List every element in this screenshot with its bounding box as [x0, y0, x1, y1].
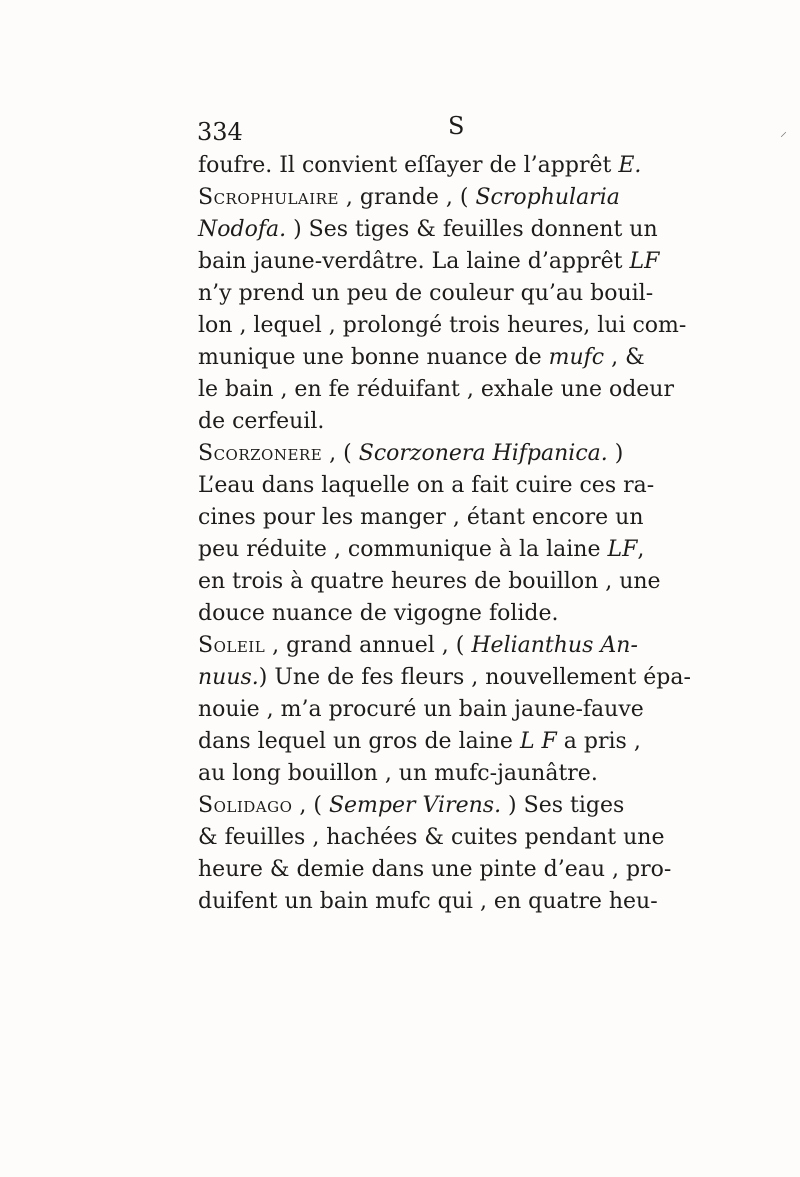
entry-headword: Scorzonere	[198, 441, 323, 466]
text-segment: en trois à quatre heures de bouillon , une	[198, 569, 661, 594]
text-line	[198, 374, 674, 406]
entry-headword: Soleil	[198, 633, 266, 658]
text-line	[198, 854, 672, 886]
text-segment: & feuilles , hachées & cuites pendant une	[198, 825, 665, 850]
text-segment: au long bouillon , un mufc-jaunâtre.	[198, 761, 598, 786]
text-segment: ,	[637, 537, 645, 562]
page-header	[197, 112, 657, 148]
text-segment: nouie , m’a procuré un bain jaune-fauve	[198, 697, 644, 722]
entry-headword: Solidago	[198, 793, 293, 818]
text-segment: ) Ses tiges	[501, 793, 625, 818]
text-segment: le bain , en fe réduifant , exhale une odeur	[198, 377, 674, 402]
italic-text: Nodofa.	[198, 217, 287, 242]
text-segment: bain jaune-verdâtre. La laine d’apprêt	[198, 249, 630, 274]
text-line	[198, 726, 658, 758]
italic-text: Scrophularia	[475, 185, 620, 210]
text-line	[198, 406, 658, 438]
text-line	[198, 246, 658, 278]
text-line	[198, 214, 658, 246]
text-segment: L’eau dans laquelle on a fait cuire ces ra-	[198, 473, 655, 498]
text-line	[198, 790, 658, 822]
text-segment: de cerfeuil.	[198, 409, 325, 434]
text-segment: , (	[292, 793, 329, 818]
text-line	[198, 278, 658, 310]
text-line	[198, 150, 658, 182]
italic-text: E.	[618, 153, 642, 178]
text-line	[198, 598, 658, 630]
text-line	[198, 310, 687, 342]
text-segment: lon , lequel , prolongé trois heures, lui com-	[198, 313, 687, 338]
italic-text: nuus.	[198, 665, 259, 690]
text-line	[198, 662, 691, 694]
text-segment: ) Une de fes fleurs , nouvellement épa-	[258, 665, 691, 690]
text-segment: , grand annuel , (	[265, 633, 472, 658]
text-line	[198, 566, 661, 598]
italic-text: LF	[607, 537, 638, 562]
entry-headword: Scrophulaire	[198, 185, 339, 210]
text-line	[198, 438, 658, 470]
italic-text: Helianthus An-	[471, 633, 638, 658]
text-line	[198, 502, 658, 534]
text-line	[198, 886, 658, 918]
text-line	[198, 470, 658, 502]
text-segment: a pris ,	[556, 729, 641, 754]
text-segment: duifent un bain mufc qui , en quatre heu-	[198, 889, 658, 914]
running-head: S	[448, 112, 465, 140]
italic-text: mufc	[548, 345, 605, 370]
page-number: 334	[197, 118, 243, 146]
margin-mark: ⸝	[780, 124, 787, 140]
text-segment: , grande , (	[338, 185, 476, 210]
text-segment: foufre. Il convient eſſayer de l’apprêt	[198, 153, 619, 178]
text-line	[198, 342, 658, 374]
text-line	[198, 182, 658, 214]
text-segment: , &	[604, 345, 645, 370]
text-block	[198, 150, 691, 918]
text-line	[198, 822, 665, 854]
italic-text: LF	[629, 249, 660, 274]
text-segment: n’y prend un peu de couleur qu’au bouil-	[198, 281, 654, 306]
italic-text: Scorzonera Hifpanica.	[358, 441, 608, 466]
text-line	[198, 758, 658, 790]
text-segment: heure & demie dans une pinte d’eau , pro-	[198, 857, 672, 882]
text-segment: peu réduite , communique à la laine	[198, 537, 608, 562]
text-segment: )	[607, 441, 624, 466]
italic-text: L F	[519, 729, 557, 754]
text-segment: cines pour les manger , étant encore un	[198, 505, 644, 530]
text-segment: douce nuance de vigogne folide.	[198, 601, 559, 626]
text-line	[198, 630, 658, 662]
text-segment: , (	[322, 441, 359, 466]
text-segment: dans lequel un gros de laine	[198, 729, 520, 754]
text-segment: munique une bonne nuance de	[198, 345, 549, 370]
text-line	[198, 694, 658, 726]
text-segment: ) Ses tiges & feuilles donnent un	[286, 217, 658, 242]
text-line	[198, 534, 658, 566]
italic-text: Semper Virens.	[328, 793, 502, 818]
